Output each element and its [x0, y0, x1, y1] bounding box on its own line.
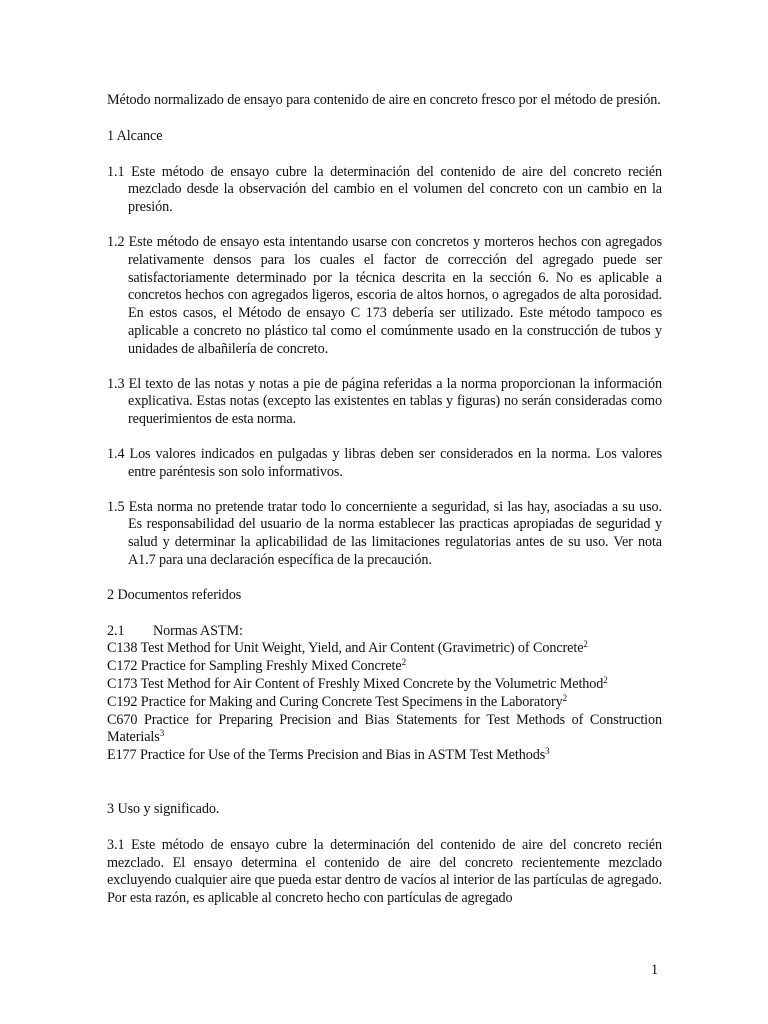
section-heading-documentos: 2 Documentos referidos: [107, 586, 242, 603]
document-body: [107, 92, 662, 908]
clause-1-1: 1.1 Este método de ensayo cubre la determinación del contenido de aire del concreto recién mezclado desde la observación del cambio en el volumen del concreto con un cambio en la presión.: [107, 163, 662, 216]
subheading-normas-astm: [107, 623, 662, 641]
reference-text: C192 Practice for Making and Curing Concrete Test Specimens in the Laboratory: [107, 693, 563, 710]
section-heading-alcance: 1 Alcance: [107, 127, 163, 144]
reference-list: [107, 640, 662, 765]
reference-item-c172: [107, 658, 662, 676]
clause-1-5: 1.5 Esta norma no pretende tratar todo lo concerniente a seguridad, si las hay, asociadas a su uso. Es responsabilidad del usuario de la norma establecer las practicas apropiadas de seguridad y salud y determinar la aplicabilidad de las limitaciones regulatorias antes de su uso. Ver nota A1.7 para una declaración específica de la precaución.: [107, 498, 662, 568]
reference-footnote-marker: 2: [562, 692, 567, 703]
reference-footnote-marker: 3: [159, 728, 165, 739]
reference-item-c192: [107, 694, 662, 712]
reference-item-c670: [107, 712, 662, 748]
reference-text: E177 Practice for Use of the Terms Precision and Bias in ASTM Test Methods: [107, 747, 546, 764]
page-number: 1: [651, 962, 659, 978]
section-heading-uso: 3 Uso y significado.: [107, 800, 220, 817]
reference-footnote-marker: 3: [545, 746, 550, 757]
reference-footnote-marker: 2: [583, 639, 588, 650]
reference-footnote-marker: 2: [401, 657, 406, 668]
clause-1-4: 1.4 Los valores indicados en pulgadas y libras deben ser considerados en la norma. Los valores entre paréntesis son solo informativos.: [107, 445, 662, 480]
reference-text: C670 Practice for Preparing Precision and Bias Statements for Test Methods of Construction Materials: [107, 711, 662, 746]
document-title: Método normalizado de ensayo para contenido de aire en concreto fresco por el método de presión.: [107, 92, 661, 108]
clause-1-2: 1.2 Este método de ensayo esta intentando usarse con concretos y morteros hechos con agregados relativamente densos para los cuales el factor de corrección del agregado puede ser satisfactoriamente determinado por la técnica descrita en la sección 6. No es aplicable a concretos hechos con agregados ligeros, escoria de altos hornos, o agregados de alta porosidad. En estos casos, el Método de ensayo C 173 debería ser utilizado. Este método tampoco es aplicable a concreto no plástico tal como el comúnmente usado en la construcción de tubos y unidades de albañilería de concreto.: [107, 233, 662, 357]
reference-item-c173: [107, 676, 662, 694]
clause-3-1: 3.1 Este método de ensayo cubre la determinación del contenido de aire del concreto recién mezclado. El ensayo determina el contenido de aire del concreto recientemente mezclado excluyendo cualquier aire que pueda estar dentro de vacíos al interior de las partículas de agregado. Por esta razón, es aplicable al concreto hecho con partículas de agregado: [107, 836, 662, 907]
reference-text: C173 Test Method for Air Content of Freshly Mixed Concrete by the Volumetric Method: [107, 675, 604, 692]
clause-1-3: 1.3 El texto de las notas y notas a pie de página referidas a la norma proporcionan la información explicativa. Estas notas (excepto las existentes en tablas y figuras) no serán consideradas como requerimientos de esta norma.: [107, 375, 662, 428]
reference-text: C172 Practice for Sampling Freshly Mixed Concrete: [107, 658, 402, 675]
subheading-label: Normas ASTM:: [153, 622, 243, 639]
reference-text: C138 Test Method for Unit Weight, Yield, and Air Content (Gravimetric) of Concrete: [107, 640, 584, 657]
subheading-number: 2.1: [107, 622, 125, 639]
reference-item-e177: [107, 747, 662, 765]
reference-footnote-marker: 2: [603, 674, 608, 685]
reference-item-c138: [107, 640, 662, 658]
